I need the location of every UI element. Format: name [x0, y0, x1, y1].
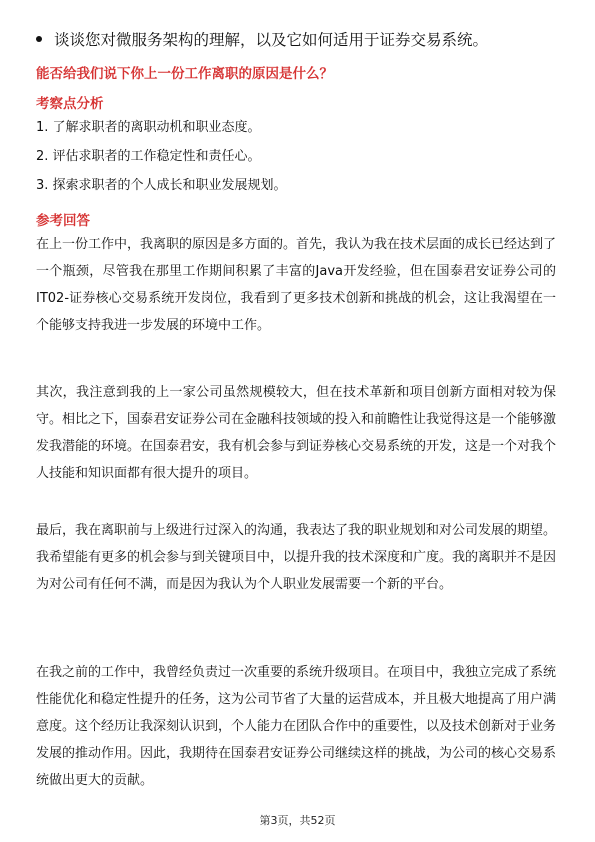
answer-paragraph-1: 在上一份工作中，我离职的原因是多方面的。首先，我认为我在技术层面的成长已经达到了一个瓶颈，尽管我在那里工作期间积累了丰富的Java开发经验，但在国泰君安证券公司的IT02-证券核心交易系统开发岗位，我看到了更多技术创新和挑战的机会，这让我渴望在一个能够支持我进一步发展的环境中工作。 [36, 237, 557, 333]
analysis-list [36, 118, 566, 205]
answer-title: 参考回答 [36, 213, 90, 229]
answer-paragraph-2: 其次，我注意到我的上一家公司虽然规模较大，但在技术革新和项目创新方面相对较为保守。相比之下，国泰君安证券公司在金融科技领域的投入和前瞻性让我觉得这是一个能够激发我潜能的环境。在国泰君安，我有机会参与到证券核心交易系统的开发，这是一个对我个人技能和知识面都有很大提升的项目。 [36, 385, 557, 481]
answer-paragraph-4: 在我之前的工作中，我曾经负责过一次重要的系统升级项目。在项目中，我独立完成了系统性能优化和稳定性提升的任务，这为公司节省了大量的运营成本，并且极大地提高了用户满意度。这个经历让我深刻认识到，个人能力在团队合作中的重要性，以及技术创新对于业务发展的推动作用。因此，我期待在国泰君安证券公司继续这样的挑战，为公司的核心交易系统做出更大的贡献。 [36, 665, 557, 788]
list-item: 2. 评估求职者的工作稳定性和责任心。 [36, 149, 261, 164]
analysis-title: 考察点分析 [36, 96, 104, 112]
list-item: 3. 探索求职者的个人成长和职业发展规划。 [36, 178, 287, 193]
bullet-item [36, 28, 566, 52]
bullet-text: 谈谈您对微服务架构的理解，以及它如何适用于证券交易系统。 [54, 31, 489, 49]
answer-paragraph-3: 最后，我在离职前与上级进行过深入的沟通，我表达了我的职业规划和对公司发展的期望。我希望能有更多的机会参与到关键项目中，以提升我的技术深度和广度。我的离职并不是因为对公司有任何不满，而是因为我认为个人职业发展需要一个新的平台。 [36, 523, 557, 592]
page-number: 第3页，共52页 [259, 814, 336, 827]
bullet-dot-icon [36, 36, 42, 42]
question-heading: 能否给我们说下你上一份工作离职的原因是什么？ [36, 66, 333, 82]
list-item: 1. 了解求职者的离职动机和职业态度。 [36, 120, 261, 135]
